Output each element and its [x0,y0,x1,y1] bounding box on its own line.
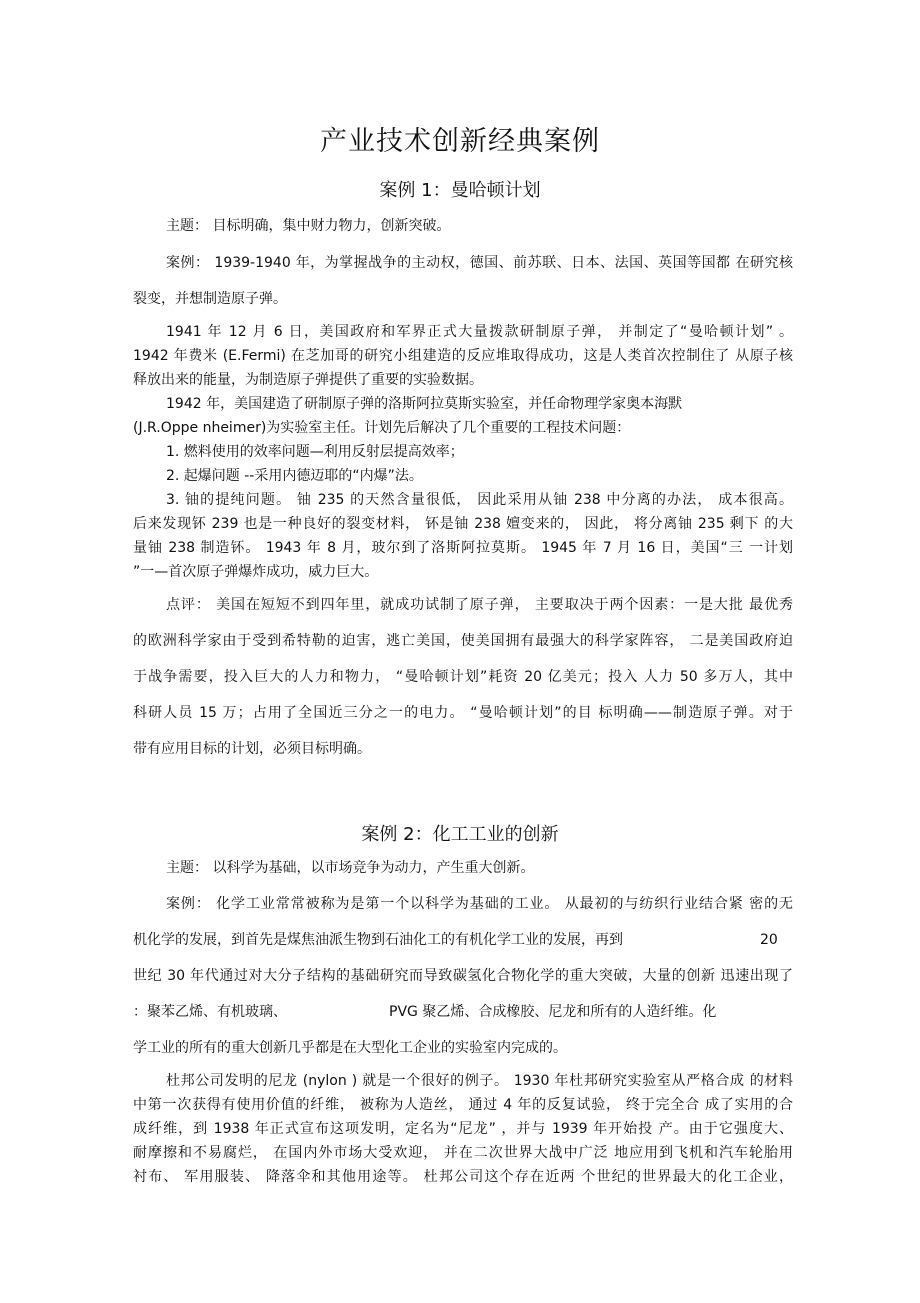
case1-body-line: 后来发现钚 239 也是一种良好的裂变材料， 钚是铀 238 嬗变来的， 因此， 将分离铀 235 剩下 的大 [133,516,793,532]
case2-body-line: 耐摩擦和不易腐烂， 在国内外市场大受欢迎， 并在二次世界大战中广泛 地应用到飞机和汽车轮胎用 [133,1145,793,1161]
case2-body-line: 机化学的发展，到首先是煤焦油派生物到石油化工的有机化学工业的发展，再到 [133,932,623,948]
case1-body-line: 案例： 1939-1940 年，为掌握战争的主动权，德国、前苏联、日本、法国、英国等国都 在研究核 [166,255,793,271]
case2-body-line: ：聚苯乙烯、有机玻璃、 [133,1004,287,1020]
case1-comment-line: 的欧洲科学家由于受到希特勒的迫害，逃亡美国，使美国拥有最强大的科学家阵容， 二是美国政府迫 [133,633,793,649]
case1-list-item: 2. 起爆问题 --采用内德迈耶的“内爆”法。 [166,468,423,484]
case1-body-line: 量铀 238 制造钚。 1943 年 8 月，玻尔到了洛斯阿拉莫斯。 1945 年 7 月 16 日，美国“三 一计划 [133,540,793,556]
case2-body-line: PVG 聚乙烯、合成橡胶、尼龙和所有的人造纤维。化 [389,1004,717,1020]
case2-body-line: 中第一次获得有使用价值的纤维， 被称为人造丝， 通过 4 年的反复试验， 终于完全合 成了实用的合 [133,1097,793,1113]
case1-body-line: 1942 年，美国建造了研制原子弹的洛斯阿拉莫斯实验室，并任命物理学家奥本海默 [166,396,683,412]
case1-body-line: 1942 年费米 (E.Fermi) 在芝加哥的研究小组建造的反应堆取得成功，这是人类首次控制住了 从原子核 [133,348,793,364]
case1-list-item: 3. 铀的提纯问题。 铀 235 的天然含量很低， 因此采用从铀 238 中分离的办法， 成本很高。 [166,492,793,508]
case2-theme: 主题： 以科学为基础，以市场竞争为动力，产生重大创新。 [166,860,535,876]
case1-body-line: 释放出来的能量，为制造原子弹提供了重要的实验数据。 [133,372,483,388]
case2-body-line: 世纪 30 年代通过对大分子结构的基础研究而导致碳氢化合物化学的重大突破，大量的创新 迅速出现了 [133,968,793,984]
case1-comment-line: 于战争需要，投入巨大的人力和物力， “曼哈顿计划”耗资 20 亿美元；投入 人力 50 多万人，其中 [133,669,793,685]
case2-heading: 案例 2：化工工业的创新 [361,824,559,845]
case2-body-line: 杜邦公司发明的尼龙 (nylon ) 就是一个很好的例子。 1930 年杜邦研究实验室从严格合成 的材料 [166,1073,793,1089]
case1-theme: 主题： 目标明确，集中财力物力，创新突破。 [166,218,451,234]
case2-body-number: 20 [760,932,778,948]
case1-body-line: ”一—首次原子弹爆炸成功，威力巨大。 [133,564,379,580]
case1-body-line: 1941 年 12 月 6 日，美国政府和军界正式大量拨款研制原子弹， 并制定了“曼哈顿计划” 。 [166,324,793,340]
case1-list-item: 1. 燃料使用的效率问题—利用反射层提高效率； [166,444,464,460]
case2-body-line: 案例： 化学工业常常被称为是第一个以科学为基础的工业。 从最初的与纺织行业结合紧 密的无 [166,896,793,912]
case2-body-line: 学工业的所有的重大创新几乎都是在大型化工企业的实验室内完成的。 [133,1040,567,1056]
case1-body-line: (J.R.Oppe nheimer)为实验室主任。计划先后解决了几个重要的工程技术问题： [133,420,631,436]
case1-body-line: 裂变，并想制造原子弹。 [133,291,287,307]
case1-comment-line: 带有应用目标的计划，必须目标明确。 [133,741,371,757]
case2-body-line: 衬布、 军用服装、 降落伞和其他用途等。 杜邦公司这个存在近两 个世纪的世界最大的化工企业， [133,1169,793,1185]
case2-body-line: 成纤维，到 1938 年正式宣布这项发明，定名为“尼龙” ，并与 1939 年开始投 产。由于它强度大、 [133,1121,793,1137]
case1-comment-line: 点评： 美国在短短不到四年里，就成功试制了原子弹， 主要取决于两个因素：一是大批 最优秀 [166,597,793,613]
case1-comment-line: 科研人员 15 万；占用了全国近三分之一的电力。 “曼哈顿计划”的目 标明确——制造原子弹。对于 [133,705,793,721]
page-title: 产业技术创新经典案例 [320,126,600,157]
case1-heading: 案例 1：曼哈顿计划 [379,180,541,201]
